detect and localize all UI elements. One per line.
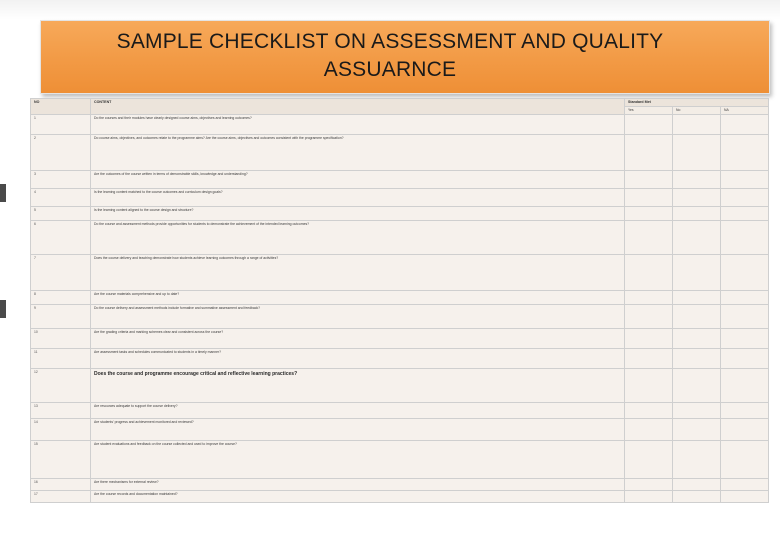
checkbox-cell-no[interactable]: [673, 369, 721, 403]
table-row: [31, 441, 769, 479]
title-line-1: SAMPLE CHECKLIST ON ASSESSMENT AND QUALITY: [116, 30, 664, 53]
checkbox-cell-yes[interactable]: [625, 305, 673, 329]
row-number: 14: [31, 419, 91, 441]
table-row: [31, 403, 769, 419]
row-number: 15: [31, 441, 91, 479]
row-content: Are the course materials comprehensive and up to date?: [91, 291, 625, 305]
checkbox-cell-na[interactable]: [721, 291, 769, 305]
checkbox-cell-yes[interactable]: [625, 135, 673, 171]
row-content: Do the courses and their modules have clearly designed course aims, objectives and learning outcomes?: [91, 115, 625, 135]
table-row: [31, 479, 769, 491]
header-compliance: Standard Met: [625, 99, 769, 107]
row-content: Does the course delivery and teaching demonstrate how students achieve learning outcomes through a range of activities?: [91, 255, 625, 291]
checkbox-cell-yes[interactable]: [625, 221, 673, 255]
row-content: Are the grading criteria and marking schemes clear and consistent across the course?: [91, 329, 625, 349]
row-content: Do course aims, objectives, and outcomes relate to the programme aims? Are the course aims, objectives and outcomes consistent with the programme specification?: [91, 135, 625, 171]
checkbox-cell-na[interactable]: [721, 479, 769, 491]
row-content: Are resources adequate to support the course delivery?: [91, 403, 625, 419]
checkbox-cell-no[interactable]: [673, 115, 721, 135]
header-no-col: No: [673, 107, 721, 115]
slide-bullet-marker: [0, 184, 6, 202]
table-row: [31, 419, 769, 441]
checkbox-cell-na[interactable]: [721, 221, 769, 255]
checkbox-cell-yes[interactable]: [625, 171, 673, 189]
row-content: Is the learning content aligned to the course design and structure?: [91, 207, 625, 221]
checkbox-cell-no[interactable]: [673, 491, 721, 503]
header-yes: Yes: [625, 107, 673, 115]
row-number: 3: [31, 171, 91, 189]
checkbox-cell-yes[interactable]: [625, 255, 673, 291]
row-content: Are assessment tasks and schedules communicated to students in a timely manner?: [91, 349, 625, 369]
checkbox-cell-yes[interactable]: [625, 419, 673, 441]
table-row: [31, 255, 769, 291]
row-content: Are the outcomes of the course written in terms of demonstrable skills, knowledge and understanding?: [91, 171, 625, 189]
checkbox-cell-yes[interactable]: [625, 207, 673, 221]
checkbox-cell-no[interactable]: [673, 171, 721, 189]
row-number: 16: [31, 479, 91, 491]
checkbox-cell-no[interactable]: [673, 349, 721, 369]
checkbox-cell-yes[interactable]: [625, 291, 673, 305]
table-row: [31, 305, 769, 329]
table-row: [31, 329, 769, 349]
checkbox-cell-no[interactable]: [673, 221, 721, 255]
row-number: 10: [31, 329, 91, 349]
checkbox-cell-yes[interactable]: [625, 479, 673, 491]
checkbox-cell-na[interactable]: [721, 419, 769, 441]
checkbox-cell-no[interactable]: [673, 305, 721, 329]
row-number: 12: [31, 369, 91, 403]
table-row: [31, 291, 769, 305]
checklist-table: [30, 98, 769, 503]
checkbox-cell-na[interactable]: [721, 403, 769, 419]
checkbox-cell-no[interactable]: [673, 403, 721, 419]
row-number: 8: [31, 291, 91, 305]
row-content: Are there mechanisms for external review?: [91, 479, 625, 491]
table-header-row: [31, 99, 769, 107]
table-row: [31, 221, 769, 255]
row-content: Is the learning content matched to the course outcomes and curriculum design goals?: [91, 189, 625, 207]
row-number: 13: [31, 403, 91, 419]
checkbox-cell-na[interactable]: [721, 305, 769, 329]
checkbox-cell-no[interactable]: [673, 479, 721, 491]
checkbox-cell-yes[interactable]: [625, 403, 673, 419]
row-content: Do the course delivery and assessment methods include formative and summative assessment and feedback?: [91, 305, 625, 329]
header-no: NO: [31, 99, 91, 115]
checkbox-cell-na[interactable]: [721, 329, 769, 349]
table-row: [31, 135, 769, 171]
checkbox-cell-na[interactable]: [721, 491, 769, 503]
checkbox-cell-no[interactable]: [673, 441, 721, 479]
table-row: [31, 189, 769, 207]
row-content: Are student evaluations and feedback on the course collected and used to improve the course?: [91, 441, 625, 479]
row-number: 5: [31, 207, 91, 221]
checkbox-cell-no[interactable]: [673, 207, 721, 221]
row-content: Are the course records and documentation maintained?: [91, 491, 625, 503]
checkbox-cell-no[interactable]: [673, 291, 721, 305]
row-number: 17: [31, 491, 91, 503]
page-title: [40, 28, 740, 84]
checkbox-cell-na[interactable]: [721, 171, 769, 189]
header-content: CONTENT: [91, 99, 625, 115]
checkbox-cell-no[interactable]: [673, 329, 721, 349]
row-number: 1: [31, 115, 91, 135]
checkbox-cell-yes[interactable]: [625, 329, 673, 349]
checkbox-cell-no[interactable]: [673, 135, 721, 171]
checkbox-cell-yes[interactable]: [625, 491, 673, 503]
row-content: Do the course and assessment methods provide opportunities for students to demonstrate the achievement of the intended learning outcomes?: [91, 221, 625, 255]
checkbox-cell-na[interactable]: [721, 189, 769, 207]
checkbox-cell-na[interactable]: [721, 207, 769, 221]
row-content: Are students' progress and achievement monitored and reviewed?: [91, 419, 625, 441]
checkbox-cell-yes[interactable]: [625, 189, 673, 207]
table-row: [31, 171, 769, 189]
table-row: [31, 491, 769, 503]
row-number: 6: [31, 221, 91, 255]
checkbox-cell-yes[interactable]: [625, 115, 673, 135]
checkbox-cell-no[interactable]: [673, 419, 721, 441]
row-content: Does the course and programme encourage critical and reflective learning practices?: [91, 369, 625, 403]
header-na: NA: [721, 107, 769, 115]
table-row: [31, 369, 769, 403]
table-row: [31, 115, 769, 135]
checkbox-cell-na[interactable]: [721, 255, 769, 291]
checkbox-cell-no[interactable]: [673, 255, 721, 291]
checkbox-cell-yes[interactable]: [625, 441, 673, 479]
checkbox-cell-yes[interactable]: [625, 349, 673, 369]
checkbox-cell-na[interactable]: [721, 369, 769, 403]
row-number: 2: [31, 135, 91, 171]
slide-bullet-marker: [0, 300, 6, 318]
checkbox-cell-na[interactable]: [721, 441, 769, 479]
title-line-2: ASSUARNCE: [323, 58, 457, 81]
row-number: 9: [31, 305, 91, 329]
row-number: 7: [31, 255, 91, 291]
checkbox-cell-no[interactable]: [673, 189, 721, 207]
row-number: 11: [31, 349, 91, 369]
checkbox-cell-yes[interactable]: [625, 369, 673, 403]
table-row: [31, 207, 769, 221]
checkbox-cell-na[interactable]: [721, 135, 769, 171]
checkbox-cell-na[interactable]: [721, 115, 769, 135]
table-row: [31, 349, 769, 369]
row-number: 4: [31, 189, 91, 207]
checkbox-cell-na[interactable]: [721, 349, 769, 369]
